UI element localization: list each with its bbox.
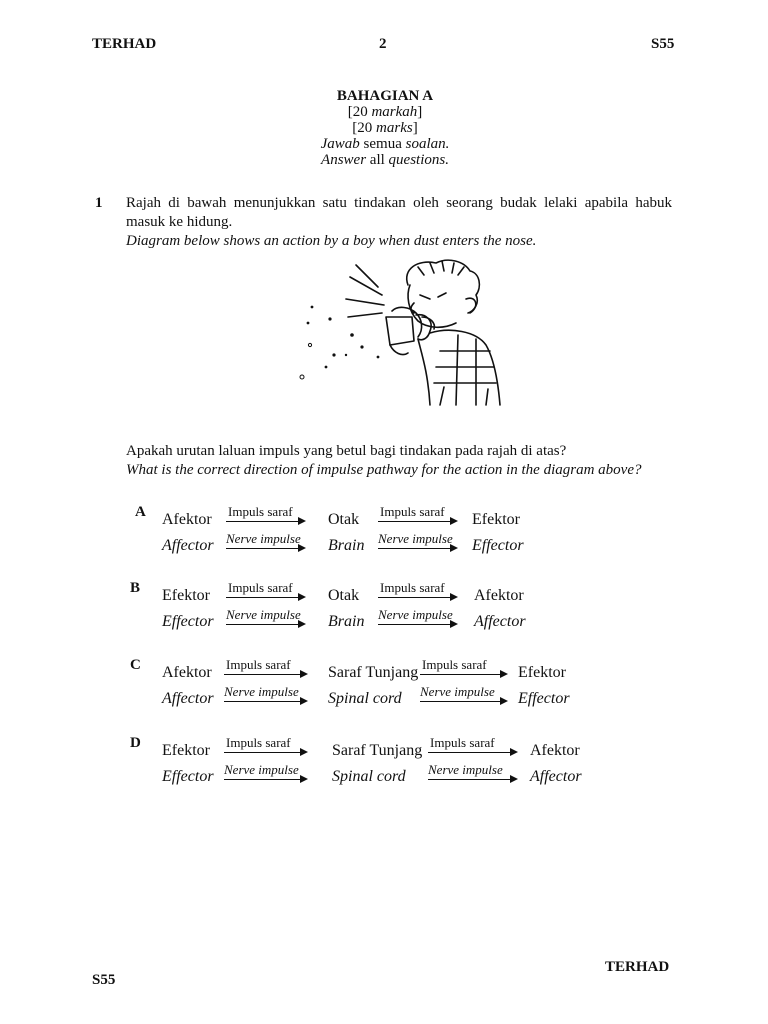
footer-right: TERHAD [605,959,670,975]
header-right: S55 [651,36,675,52]
option-term-3-english: Effector [472,537,524,554]
option-term-3-english: Affector [474,613,526,630]
instruction-english: Answer all questions. [321,152,449,168]
question-number: 1 [95,195,103,211]
arrow-label-malay: Impuls saraf [226,657,291,672]
arrow-label-malay: Impuls saraf [380,580,445,595]
arrow-line [420,701,502,702]
arrow-head-icon [298,593,306,601]
option-letter: A [135,504,146,520]
option-term-3-malay: Afektor [474,587,524,604]
option-term-1-malay: Efektor [162,587,210,604]
arrow-head-icon [300,748,308,756]
arrow-line [378,548,452,549]
arrow-head-icon [300,670,308,678]
arrow-head-icon [450,544,458,552]
arrow-head-icon [450,620,458,628]
arrow-line [428,779,512,780]
option-term-1-malay: Afektor [162,664,212,681]
arrow-line [224,701,302,702]
option-term-2-english: Brain [328,613,365,630]
arrow-head-icon [500,697,508,705]
question-stem-english: Diagram below shows an action by a boy when dust enters the nose. [126,233,537,249]
arrow-label-malay: Impuls saraf [228,580,293,595]
arrow-line [226,597,300,598]
arrow-line [224,752,302,753]
option-letter: D [130,735,141,751]
marks-malay: [20 markah] [347,104,423,120]
section-heading [230,88,540,168]
arrow-line [224,674,302,675]
arrow-line [378,521,452,522]
page-number: 2 [379,36,387,52]
arrow-line [378,624,452,625]
question-stem-malay: Rajah di bawah menunjukkan satu tindakan oleh seorang budak lelaki apabila habuk masuk ke hidung. [126,195,672,230]
arrow-label-malay: Impuls saraf [380,504,445,519]
option-term-3-malay: Efektor [472,511,520,528]
arrow-label-english: Nerve impulse [378,607,453,622]
option-term-2-english: Brain [328,537,365,554]
arrow-head-icon [300,775,308,783]
marks-english: [20 marks] [352,120,418,136]
option-term-2-malay: Saraf Tunjang [328,664,419,681]
option-term-1-english: Effector [162,768,214,785]
arrow-line [226,548,300,549]
option-term-3-malay: Afektor [530,742,580,759]
option-term-1-english: Affector [162,537,214,554]
arrow-head-icon [450,593,458,601]
option-term-1-malay: Efektor [162,742,210,759]
arrow-head-icon [500,670,508,678]
arrow-label-english: Nerve impulse [226,607,301,622]
arrow-head-icon [298,544,306,552]
arrow-line [378,597,452,598]
arrow-head-icon [510,748,518,756]
option-term-2-malay: Otak [328,511,360,528]
arrow-label-english: Nerve impulse [224,684,299,699]
sneezing-boy-illustration [290,255,505,410]
option-term-1-english: Affector [162,690,214,707]
option-term-1-malay: Afektor [162,511,212,528]
arrow-head-icon [298,620,306,628]
option-term-3-english: Effector [518,690,570,707]
arrow-label-english: Nerve impulse [226,531,301,546]
question-ask-english: What is the correct direction of impulse pathway for the action in the diagram above? [126,462,642,478]
arrow-label-malay: Impuls saraf [226,735,291,750]
arrow-label-malay: Impuls saraf [430,735,495,750]
arrow-head-icon [300,697,308,705]
option-term-1-english: Effector [162,613,214,630]
option-term-3-malay: Efektor [518,664,566,681]
option-term-2-english: Spinal cord [332,768,406,785]
option-term-2-english: Spinal cord [328,690,402,707]
footer-left: S55 [92,972,116,988]
section-title: BAHAGIAN A [336,88,434,104]
option-letter: B [130,580,141,596]
arrow-head-icon [450,517,458,525]
arrow-line [224,779,302,780]
arrow-label-english: Nerve impulse [420,684,495,699]
option-term-2-malay: Saraf Tunjang [332,742,423,759]
arrow-label-malay: Impuls saraf [422,657,487,672]
header-left: TERHAD [92,36,157,52]
arrow-label-english: Nerve impulse [378,531,453,546]
arrow-label-english: Nerve impulse [224,762,299,777]
arrow-line [226,521,300,522]
arrow-label-malay: Impuls saraf [228,504,293,519]
arrow-label-english: Nerve impulse [428,762,503,777]
arrow-head-icon [298,517,306,525]
arrow-line [420,674,502,675]
arrow-head-icon [510,775,518,783]
instruction-malay: Jawab semua soalan. [320,136,450,152]
arrow-line [428,752,512,753]
arrow-line [226,624,300,625]
option-term-2-malay: Otak [328,587,360,604]
option-term-3-english: Affector [530,768,582,785]
option-letter: C [130,657,141,673]
question-ask-malay: Apakah urutan laluan impuls yang betul bagi tindakan pada rajah di atas? [126,443,567,459]
